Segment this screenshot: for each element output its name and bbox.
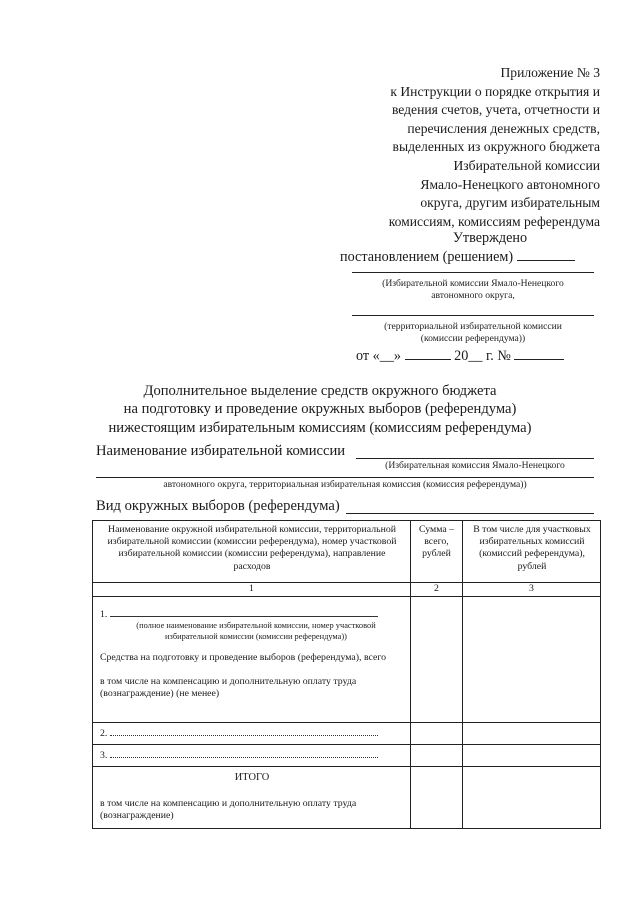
appendix-line: Приложение № 3: [500, 65, 600, 80]
row3-sum-cell[interactable]: [411, 745, 463, 767]
total-label: ИТОГО: [234, 772, 270, 783]
row3-name-field[interactable]: [110, 748, 378, 758]
row1-description: [93, 597, 411, 723]
row1-name-field[interactable]: [110, 607, 378, 617]
decision-number-field[interactable]: [517, 247, 575, 261]
document-title: [80, 382, 560, 437]
date-from-label: от «__»: [356, 348, 402, 364]
approval-block: [340, 229, 600, 266]
col-number-3: 3: [463, 583, 601, 597]
commission-name-field[interactable]: [356, 458, 594, 459]
total-sum-cell[interactable]: [411, 767, 463, 829]
approval-decision-label: постановлением (решением): [340, 249, 514, 265]
commission-name-line-2[interactable]: [352, 315, 594, 316]
row3-precinct-cell[interactable]: [463, 745, 601, 767]
title-line: нижестоящим избирательным комиссиям (комиссиям референдума): [108, 419, 532, 436]
row2-precinct-cell[interactable]: [463, 723, 601, 745]
col-number-2: 2: [411, 583, 463, 597]
commission-caption-2: автономного округа, территориальная избирательная комиссия (комиссия референдума)): [163, 479, 527, 490]
allocation-table: [92, 520, 601, 829]
approval-date-line: [356, 346, 564, 365]
row1-line-b: в том числе на компенсацию и дополнительную оплату труда (вознаграждение) (не менее): [100, 676, 357, 700]
approval-caption-2-line2: (комиссии референдума)): [420, 333, 526, 344]
approval-caption-2: [352, 321, 594, 345]
commission-caption-1: (Избирательная комиссия Ямало-Ненецкого: [385, 460, 565, 471]
election-type-label: Вид окружных выборов (референдума): [96, 498, 340, 514]
approval-caption-1-line2: автономного округа,: [431, 290, 515, 301]
appendix-line: комиссиям, комиссиям референдума: [388, 213, 600, 229]
row2-description: [93, 723, 411, 745]
appendix-line: перечисления денежных средств,: [407, 120, 600, 136]
row1-number: 1.: [100, 609, 108, 620]
approval-caption-1: [352, 278, 594, 302]
election-type-field[interactable]: [346, 513, 594, 514]
header-col2: Сумма – всего, рублей: [411, 521, 463, 583]
header-col3: В том числе для участковых избирательных комиссий (комиссий референдума), рублей: [463, 521, 601, 583]
approval-decision: [340, 247, 600, 266]
approval-caption-2-line1: (территориальной избирательной комиссии: [384, 321, 562, 332]
table-number-row: [93, 583, 601, 597]
title-line: на подготовку и проведение окружных выборов (референдума): [123, 401, 517, 418]
approval-title: Утверждено: [452, 230, 528, 246]
appendix-block: [300, 64, 600, 231]
row1-name-line: [100, 607, 404, 621]
commission-label: Наименование избирательной комиссии: [96, 443, 346, 459]
table-total-row: [93, 767, 601, 829]
total-description: [93, 767, 411, 829]
approval-caption-1-line1: (Избирательной комиссии Ямало-Ненецкого: [382, 278, 564, 289]
total-precinct-cell[interactable]: [463, 767, 601, 829]
row1-sum-cell[interactable]: [411, 597, 463, 723]
row2-name-field[interactable]: [110, 726, 378, 736]
date-number-field[interactable]: [514, 346, 564, 360]
table-row: [93, 745, 601, 767]
table-row: [93, 723, 601, 745]
total-line: в том числе на компенсацию и дополнительную оплату труда (вознаграждение): [100, 798, 357, 822]
title-line: Дополнительное выделение средств окружного бюджета: [143, 383, 497, 399]
row1-line-a: Средства на подготовку и проведение выборов (референдума), всего: [100, 652, 386, 664]
commission-name-line-1[interactable]: [352, 272, 594, 273]
appendix-line: выделенных из окружного бюджета: [392, 139, 600, 155]
table-header-row: [93, 521, 601, 583]
appendix-line: Избирательной комиссии: [453, 157, 600, 173]
row2-sum-cell[interactable]: [411, 723, 463, 745]
appendix-line: к Инструкции о порядке открытия и: [390, 83, 600, 99]
appendix-line: округа, другим избирательным: [420, 195, 600, 211]
table-row: [93, 597, 601, 723]
row2-number: 2.: [100, 728, 108, 740]
row3-number: 3.: [100, 750, 108, 762]
header-col1: Наименование окружной избирательной комиссии, территориальной избирательной комиссии (комиссии референдума), номер участковой избирательной комиссии (комиссии референдума), направление расходов: [93, 521, 411, 583]
date-year-label: 20__ г. №: [454, 348, 511, 364]
row1-precinct-cell[interactable]: [463, 597, 601, 723]
appendix-line: Ямало-Ненецкого автономного: [420, 176, 600, 192]
date-month-field[interactable]: [405, 346, 451, 360]
row3-description: [93, 745, 411, 767]
col-number-1: 1: [93, 583, 411, 597]
row1-caption: (полное наименование избирательной комиссии, номер участковой избирательной комиссии (комиссии референдума)): [136, 621, 376, 641]
appendix-line: ведения счетов, учета, отчетности и: [391, 102, 600, 118]
commission-name-field-2[interactable]: [96, 477, 594, 478]
